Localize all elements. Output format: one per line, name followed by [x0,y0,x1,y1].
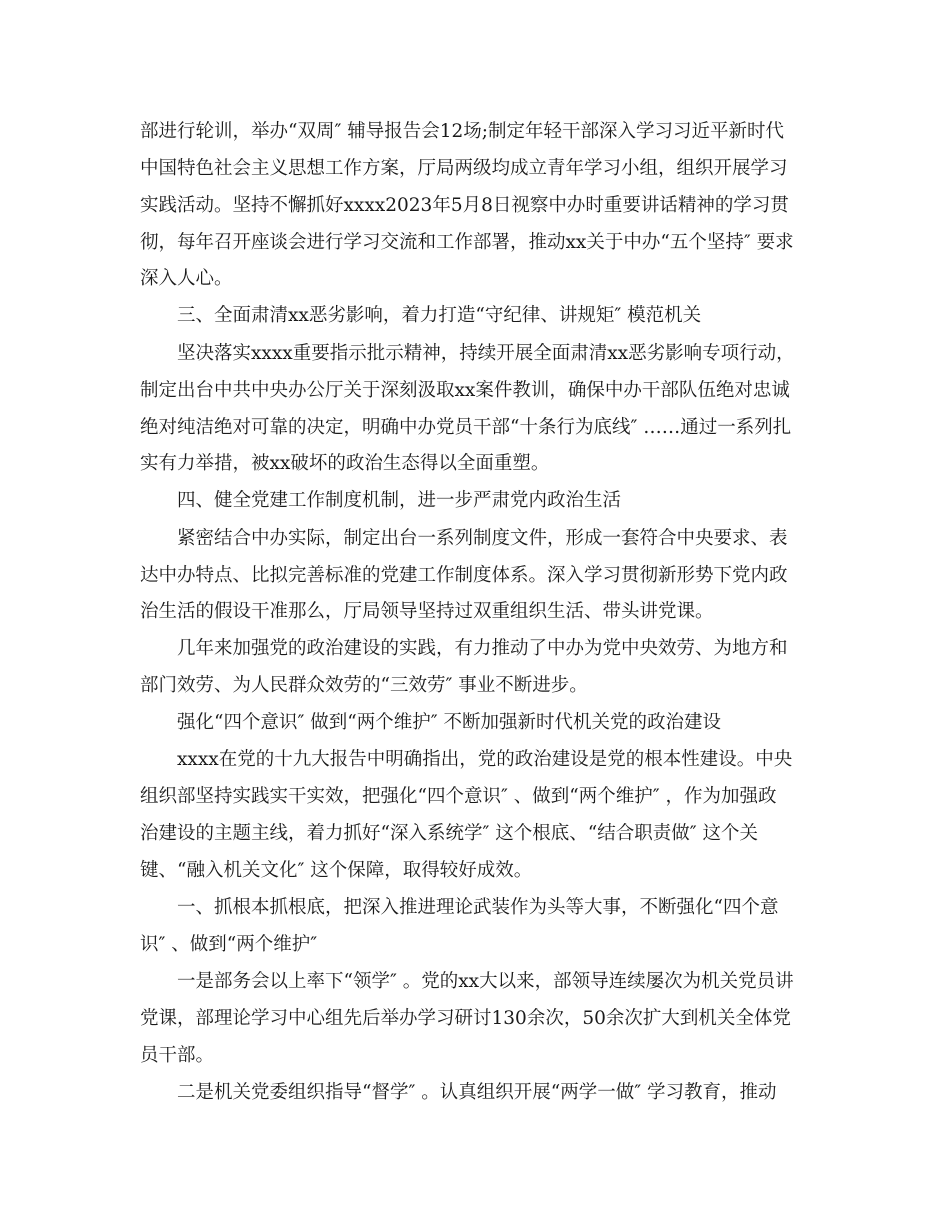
section-heading: 识″ 、做到“两个维护″ [140,934,318,955]
section-heading: 三、全面肃清xx恶劣影响，着力打造“守纪律、讲规矩″ 模范机关 [177,305,702,326]
text-line: xxxx在党的十九大报告中明确指出，党的政治建设是党的根本性建设。中央 [177,749,793,770]
text-line: 制定出台中共中央办公厅关于深刻汲取xx案件教训，确保中办干部队伍绝对忠诚 [140,380,790,401]
text-line: 绝对纯洁绝对可靠的决定，明确中办党员干部“十条行为底线″ ……通过一系列扎 [140,417,792,438]
section-heading: 四、健全党建工作制度机制，进一步严肃党内政治生活 [177,490,622,511]
text-line: 实有力举措，被xx破坏的政治生态得以全面重塑。 [140,453,550,474]
text-line: 深入人心。 [140,268,233,289]
article-title: 强化“四个意识″ 做到“两个维护″ 不断加强新时代机关党的政治建设 [177,712,721,733]
text-line: 员干部。 [140,1045,215,1066]
text-line: 达中办特点、比拟完善标准的党建工作制度体系。深入学习贯彻新形势下党内政 [140,565,788,586]
text-line: 坚决落实xxxx重要指示批示精神，持续开展全面肃清xx恶劣影响专项行动， [177,343,795,364]
text-line: 彻，每年召开座谈会进行学习交流和工作部署，推动xx关于中办“五个坚持″ 要求 [140,232,794,253]
text-line: 部门效劳、为人民群众效劳的“三效劳″ 事业不断进步。 [140,675,588,696]
text-line: 几年来加强党的政治建设的实践，有力推动了中办为党中央效劳、为地方和 [177,638,788,659]
text-line: 党课，部理论学习中心组先后举办学习研讨130余次，50余次扩大到机关全体党 [140,1008,791,1029]
text-line: 组织部坚持实践实干实效，把强化“四个意识″ 、做到“两个维护″ ，作为加强政 [140,786,777,807]
text-line: 中国特色社会主义思想工作方案，厅局两级均成立青年学习小组，组织开展学习 [140,158,788,179]
text-line: 紧密结合中办实际，制定出台一系列制度文件，形成一套符合中央要求、表 [177,528,788,549]
section-heading: 一、抓根本抓根底，把深入推进理论武装作为头等大事，不断强化“四个意 [177,897,779,918]
text-line: 部进行轮训，举办“双周″ 辅导报告会12场;制定年轻干部深入学习习近平新时代 [140,121,785,142]
text-line: 键、“融入机关文化″ 这个保障，取得较好成效。 [140,860,533,881]
text-line: 治生活的假设干准那么，厅局领导坚持过双重组织生活、带头讲党课。 [140,601,714,622]
text-line: 一是部务会以上率下“领学″ 。党的xx大以来，部领导连续屡次为机关党员讲 [177,971,794,992]
text-line: 实践活动。坚持不懈抓好xxxx2023年5月8日视察中办时重要讲话精神的学习贯 [140,195,789,216]
text-line: 治建设的主题主线，着力抓好“深入系统学″ 这个根底、“结合职责做″ 这个关 [140,823,759,844]
text-line: 二是机关党委组织指导“督学″ 。认真组织开展“两学一做″ 学习教育，推动 [177,1082,777,1103]
